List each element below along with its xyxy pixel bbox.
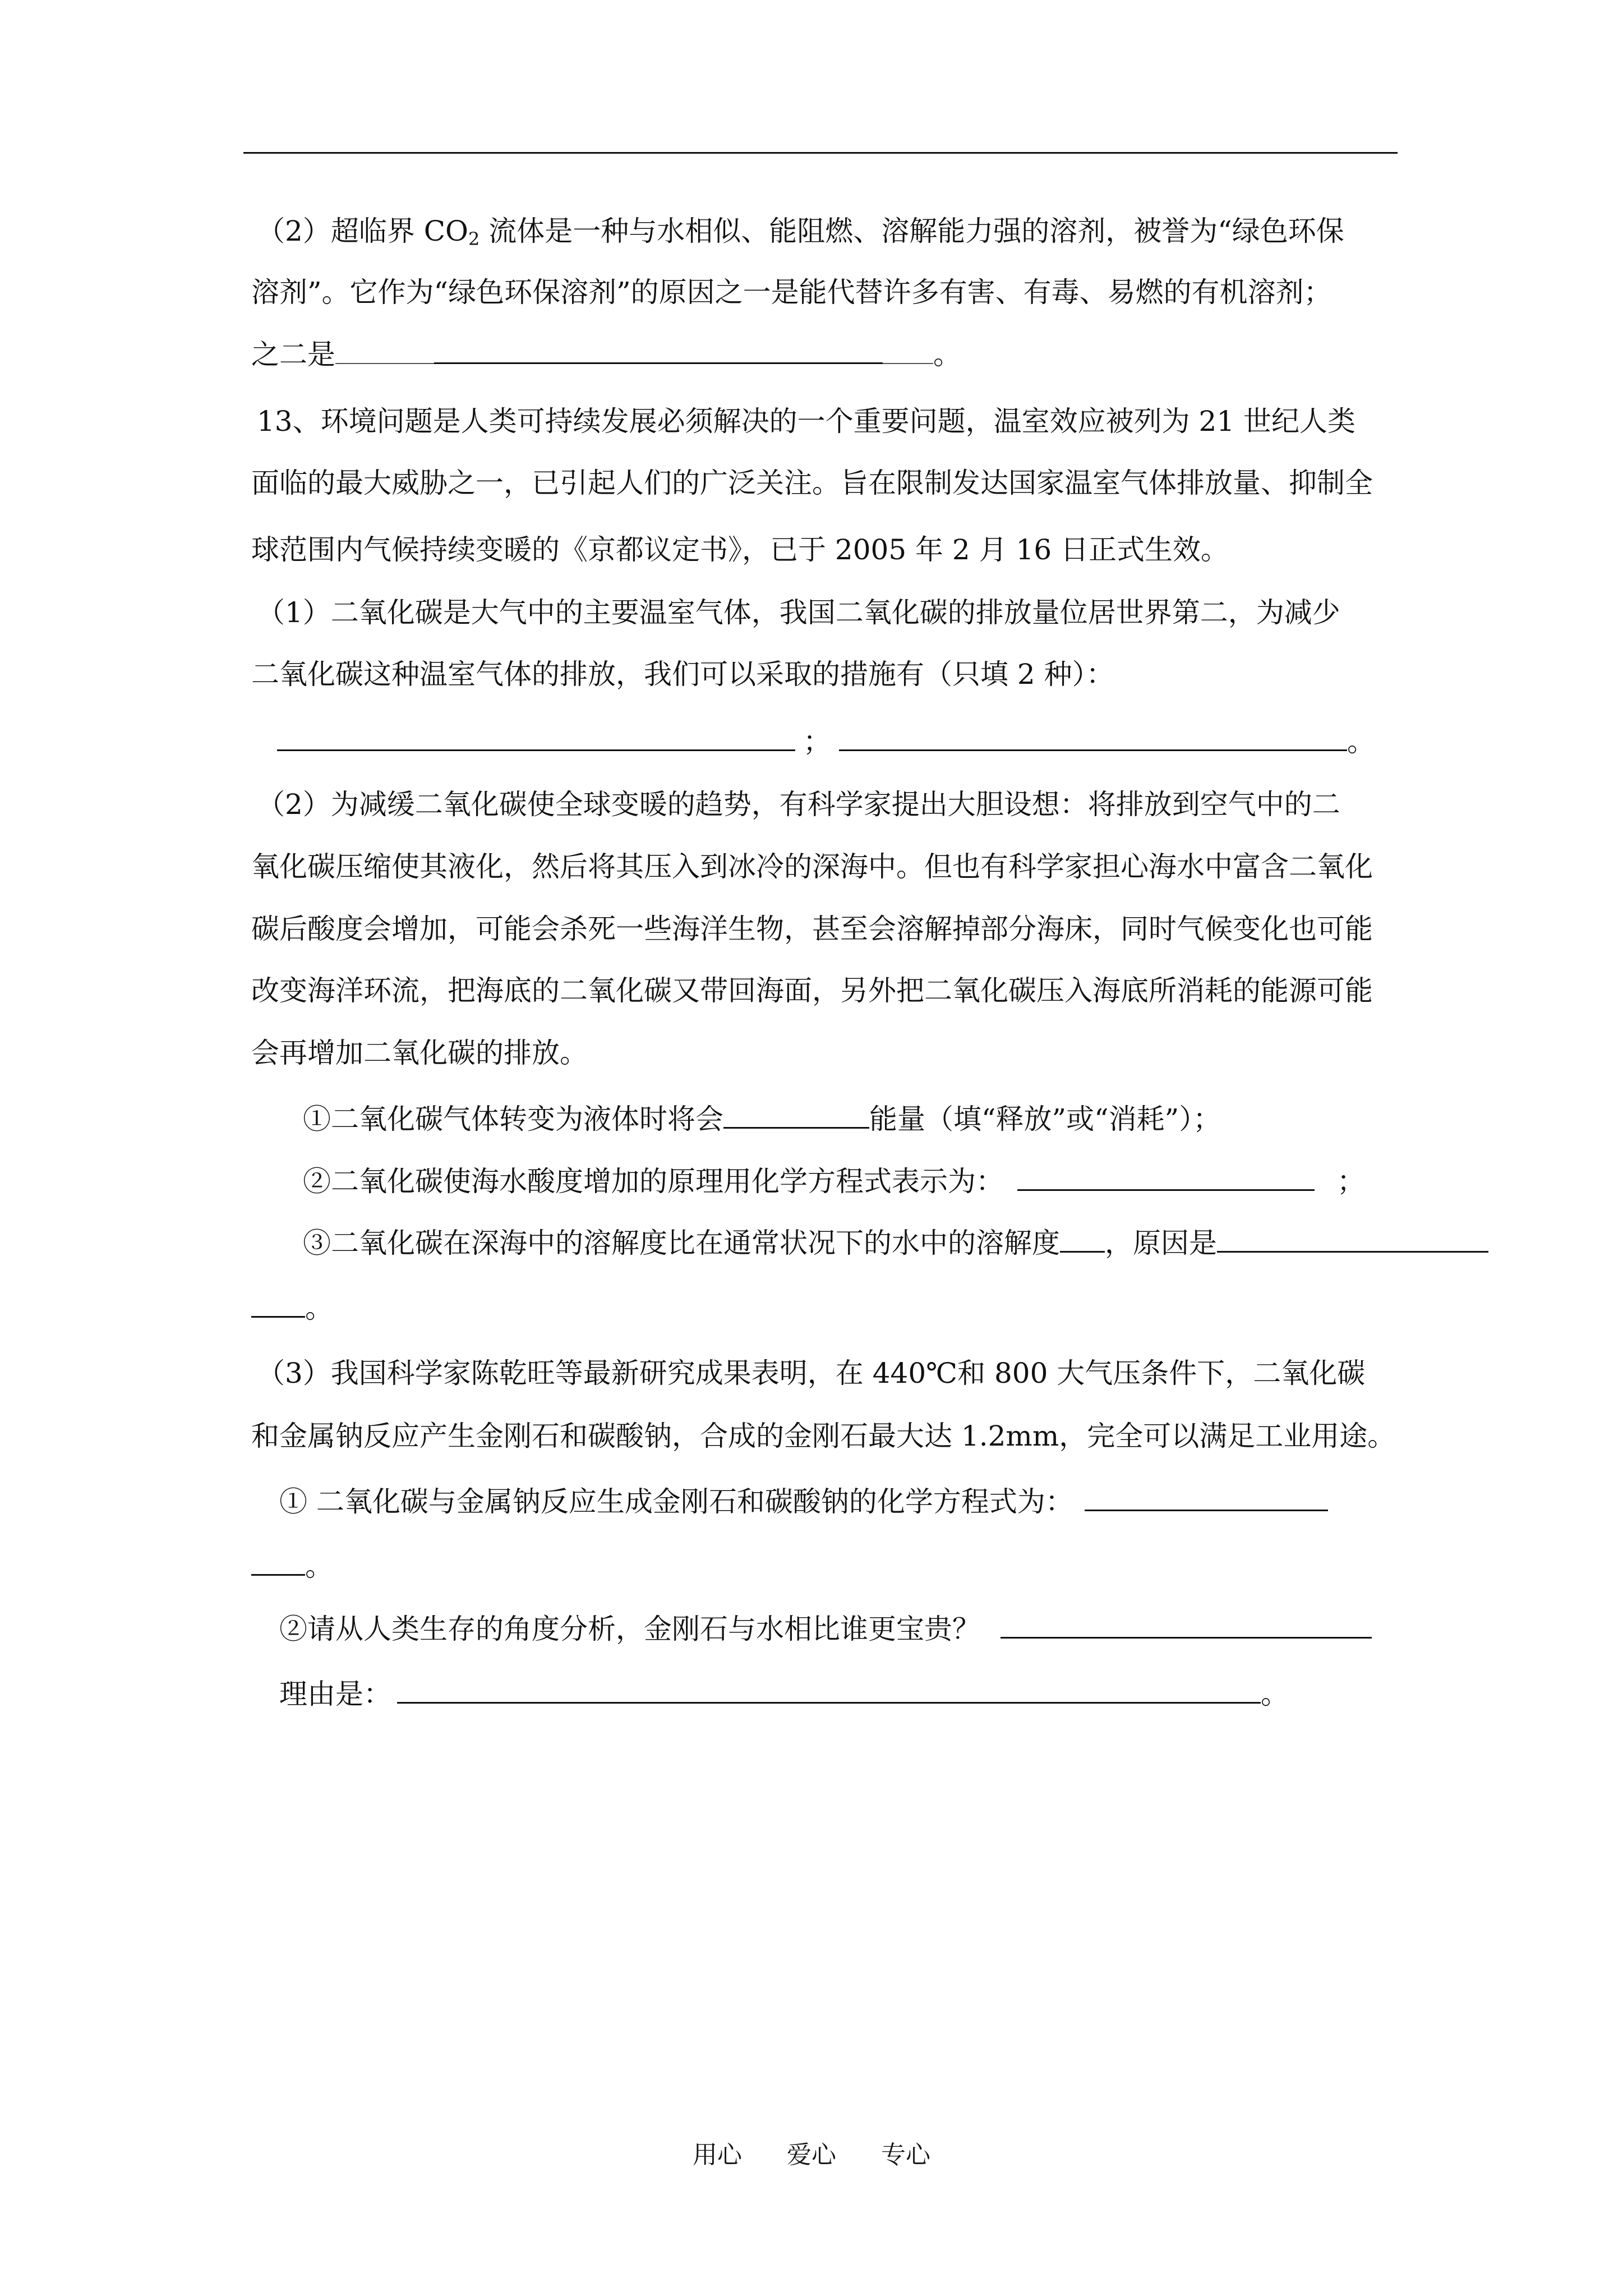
- answer-blank[interactable]: [723, 1101, 869, 1129]
- header-rule: [243, 152, 1398, 154]
- q13-intro-line3: 球范围内气候持续变暖的《京都议定书》，已于 2005 年 2 月 16 日正式生效。: [251, 533, 1229, 566]
- footer-word: 专心: [881, 2141, 930, 2169]
- q13-part3-q1-cont: 。: [251, 1548, 1407, 1583]
- q13-part3-reason: 理由是： 。: [279, 1676, 1435, 1711]
- answer-blank[interactable]: [335, 337, 434, 364]
- q12-part2-line1: （2）超临界 $CO_2$ 流体是一种与水相似、能阻燃、溶解能力强的溶剂，被誉为“绿色环保: [257, 215, 1344, 250]
- q12-part2-line2: 溶剂”。它作为“绿色环保溶剂”的原因之一是能代替许多有害、有毒、易燃的有机溶剂；: [251, 276, 1332, 309]
- answer-blank[interactable]: [839, 724, 1347, 751]
- q13-part1-line1: （1）二氧化碳是大气中的主要温室气体，我国二氧化碳的排放量位居世界第二，为减少: [257, 596, 1340, 629]
- q13-part2-q3: ③二氧化碳在深海中的溶解度比在通常状况下的水中的溶解度 ，原因是: [303, 1225, 1458, 1260]
- answer-blank[interactable]: [251, 1290, 305, 1318]
- answer-blank[interactable]: [397, 1676, 1261, 1704]
- q13-part3-q2: ②请从人类生存的角度分析，金刚石与水相比谁更宝贵？: [279, 1611, 1435, 1646]
- q13-part2-q1: ①二氧化碳气体转变为液体时将会 能量（填“释放”或“消耗”）；: [303, 1101, 1458, 1136]
- q13-intro-line1: 13、环境问题是人类可持续发展必须解决的一个重要问题，温室效应被列为 21 世纪人类: [257, 405, 1356, 438]
- q13-part3-q1: ① 二氧化碳与金属钠反应生成金刚石和碳酸钠的化学方程式为：: [279, 1484, 1435, 1519]
- page-footer: [0, 2139, 1623, 2171]
- answer-blank[interactable]: [434, 337, 883, 364]
- answer-blank[interactable]: [1000, 1611, 1372, 1639]
- footer-word: 用心: [693, 2141, 742, 2169]
- q13-intro-line2: 面临的最大威胁之一，已引起人们的广泛关注。旨在限制发达国家温室气体排放量、抑制全: [251, 467, 1373, 499]
- q13-part2-q3-cont: 。: [251, 1290, 1407, 1325]
- answer-blank[interactable]: [1217, 1225, 1488, 1253]
- footer-word: 爱心: [787, 2141, 836, 2169]
- q13-part3-line2: 和金属钠反应产生金刚石和碳酸钠，合成的金刚石最大达 1.2mm，完全可以满足工业用途。: [251, 1420, 1396, 1452]
- answer-blank[interactable]: [251, 1548, 305, 1576]
- q13-part2-line5: 会再增加二氧化碳的排放。: [251, 1037, 588, 1069]
- q13-part2-line4: 改变海洋环流，把海底的二氧化碳又带回海面，另外把二氧化碳压入海底所消耗的能源可能: [251, 974, 1373, 1007]
- q13-part3-line1: （3）我国科学家陈乾旺等最新研究成果表明，在 440℃和 800 大气压条件下，二氧化碳: [257, 1357, 1366, 1389]
- q12-part2-line3: 之二是 。: [251, 337, 1407, 371]
- q13-part2-line3: 碳后酸度会增加，可能会杀死一些海洋生物，甚至会溶解掉部分海床，同时气候变化也可能: [251, 913, 1373, 945]
- answer-blank[interactable]: [277, 724, 795, 751]
- answer-blank[interactable]: [1085, 1484, 1328, 1511]
- q13-part2-line2: 氧化碳压缩使其液化，然后将其压入到冰冷的深海中。但也有科学家担心海水中富含二氧化: [251, 850, 1373, 883]
- answer-blank[interactable]: [1017, 1163, 1315, 1191]
- q13-part2-q2: ②二氧化碳使海水酸度增加的原理用化学方程式表示为： ；: [303, 1163, 1458, 1198]
- q13-part1-blanks: ； 。: [277, 724, 1432, 758]
- q13-part2-line1: （2）为减缓二氧化碳使全球变暖的趋势，有科学家提出大胆设想：将排放到空气中的二: [257, 788, 1340, 821]
- answer-blank[interactable]: [883, 337, 933, 364]
- q13-part1-line2: 二氧化碳这种温室气体的排放，我们可以采取的措施有（只填 2 种）：: [251, 658, 1114, 691]
- answer-blank[interactable]: [1060, 1225, 1105, 1253]
